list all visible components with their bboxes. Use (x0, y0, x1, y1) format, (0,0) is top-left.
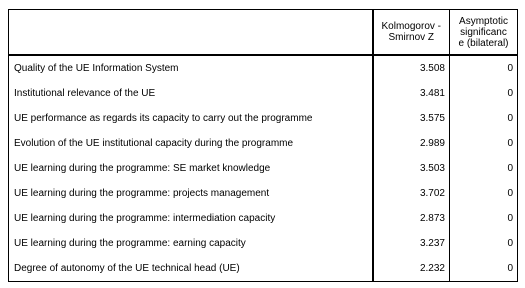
table-row (9, 131, 518, 156)
row-label: Evolution of the UE institutional capacity during the programme (9, 131, 373, 156)
row-label: Quality of the UE Information System (9, 55, 373, 81)
row-ks-value: 2.232 (373, 256, 450, 282)
header-ks-line-1: Kolmogorov - (381, 21, 441, 32)
row-label: UE performance as regards its capacity to carry out the programme (9, 106, 373, 131)
row-label: UE learning during the programme: projects management (9, 181, 373, 206)
row-label: UE learning during the programme: intermediation capacity (9, 206, 373, 231)
row-label: UE learning during the programme: SE market knowledge (9, 156, 373, 181)
header-label-cell (9, 10, 373, 56)
row-asym-value: 0 (450, 131, 518, 156)
statistics-table (8, 9, 518, 282)
table-row (9, 231, 518, 256)
header-asymptotic-significance (450, 10, 518, 56)
row-ks-value: 3.481 (373, 81, 450, 106)
row-asym-value: 0 (450, 81, 518, 106)
header-asym-line-1: Asymptotic (459, 15, 508, 27)
row-label: UE learning during the programme: earning capacity (9, 231, 373, 256)
row-asym-value: 0 (450, 231, 518, 256)
header-asym-line-2: significanc (460, 26, 507, 38)
row-ks-value: 2.989 (373, 131, 450, 156)
table-header-row (9, 10, 518, 56)
row-asym-value: 0 (450, 55, 518, 81)
row-ks-value: 3.702 (373, 181, 450, 206)
row-asym-value: 0 (450, 206, 518, 231)
header-ks-line-2: Smirnov Z (388, 32, 435, 43)
row-asym-value: 0 (450, 181, 518, 206)
header-asym-line-3: e (bilateral) (458, 37, 509, 49)
row-ks-value: 3.237 (373, 231, 450, 256)
table-row (9, 55, 518, 81)
row-label: Institutional relevance of the UE (9, 81, 373, 106)
row-asym-value: 0 (450, 106, 518, 131)
row-ks-value: 3.508 (373, 55, 450, 81)
row-ks-value: 3.575 (373, 106, 450, 131)
table-row (9, 156, 518, 181)
table-row (9, 106, 518, 131)
row-label: Degree of autonomy of the UE technical head (UE) (9, 256, 373, 282)
row-asym-value: 0 (450, 256, 518, 282)
table-row (9, 81, 518, 106)
row-ks-value: 3.503 (373, 156, 450, 181)
row-asym-value: 0 (450, 156, 518, 181)
header-kolmogorov-smirnov (373, 10, 450, 56)
table-row (9, 181, 518, 206)
table-row (9, 256, 518, 282)
table-row (9, 206, 518, 231)
row-ks-value: 2.873 (373, 206, 450, 231)
